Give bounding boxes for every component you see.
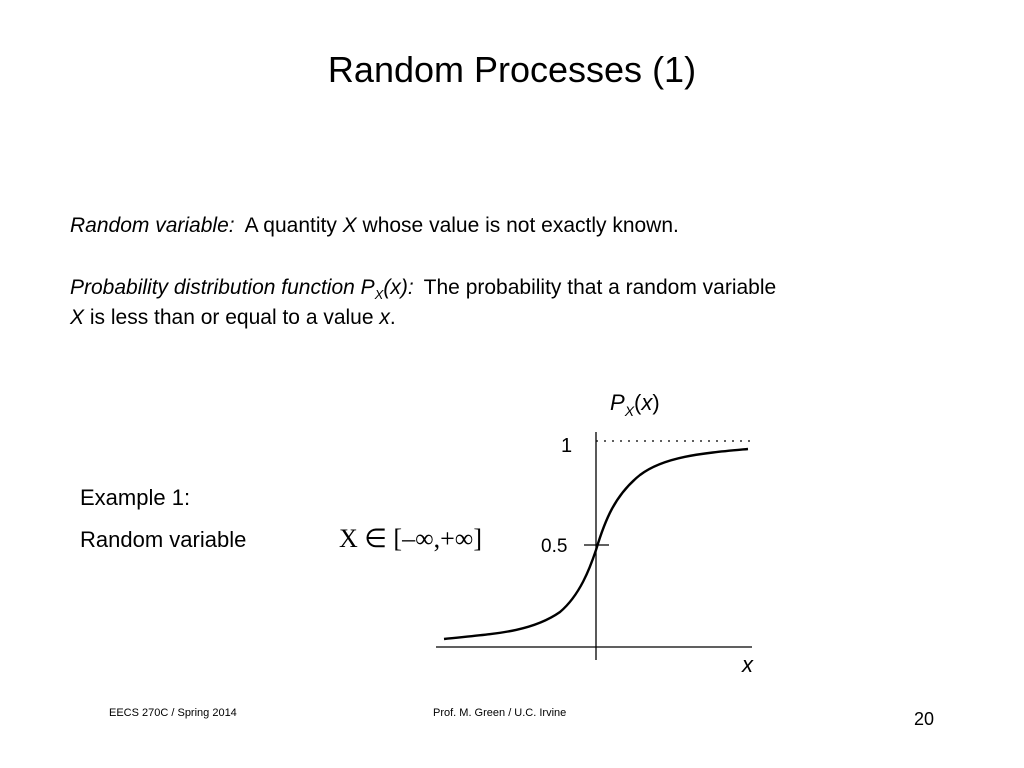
tick-label-half: 0.5: [541, 536, 568, 557]
tick-label-1: 1: [561, 435, 573, 457]
pdf-line2-period: .: [389, 306, 396, 329]
x-axis-label: x: [742, 652, 753, 677]
random-variable-definition: [70, 211, 679, 241]
cdf-graph: [420, 380, 770, 680]
example-expression: X ∈ [–∞,+∞]: [339, 524, 482, 553]
example-label: Random variable: [80, 527, 247, 552]
random-variable-symbol: X: [342, 214, 357, 237]
pdf-definition-line2: [70, 303, 396, 333]
pdf-line2-text: is less than or equal to a value: [89, 306, 374, 329]
pdf-var-x-upper: X: [70, 306, 85, 329]
pdf-text: The probability that a random variable: [423, 276, 777, 299]
y-axis-label: $P_X(x)$: [610, 390, 660, 419]
pdf-definition-line1: [70, 273, 776, 303]
pdf-var-x-lower: x: [379, 306, 390, 329]
random-variable-text-a: A quantity: [244, 214, 337, 237]
pdf-term: Probability distribution function $P_X(x)$:: [70, 276, 414, 302]
example-heading: Example 1:: [80, 485, 191, 510]
footer-author: Prof. M. Green / U.C. Irvine: [433, 707, 567, 719]
random-variable-term: Random variable:: [70, 214, 235, 237]
slide-title: Random Processes (1): [327, 49, 697, 90]
random-variable-text-b: whose value is not exactly known.: [362, 214, 679, 237]
page-number: 20: [914, 709, 935, 729]
footer-course: EECS 270C / Spring 2014: [109, 707, 237, 719]
